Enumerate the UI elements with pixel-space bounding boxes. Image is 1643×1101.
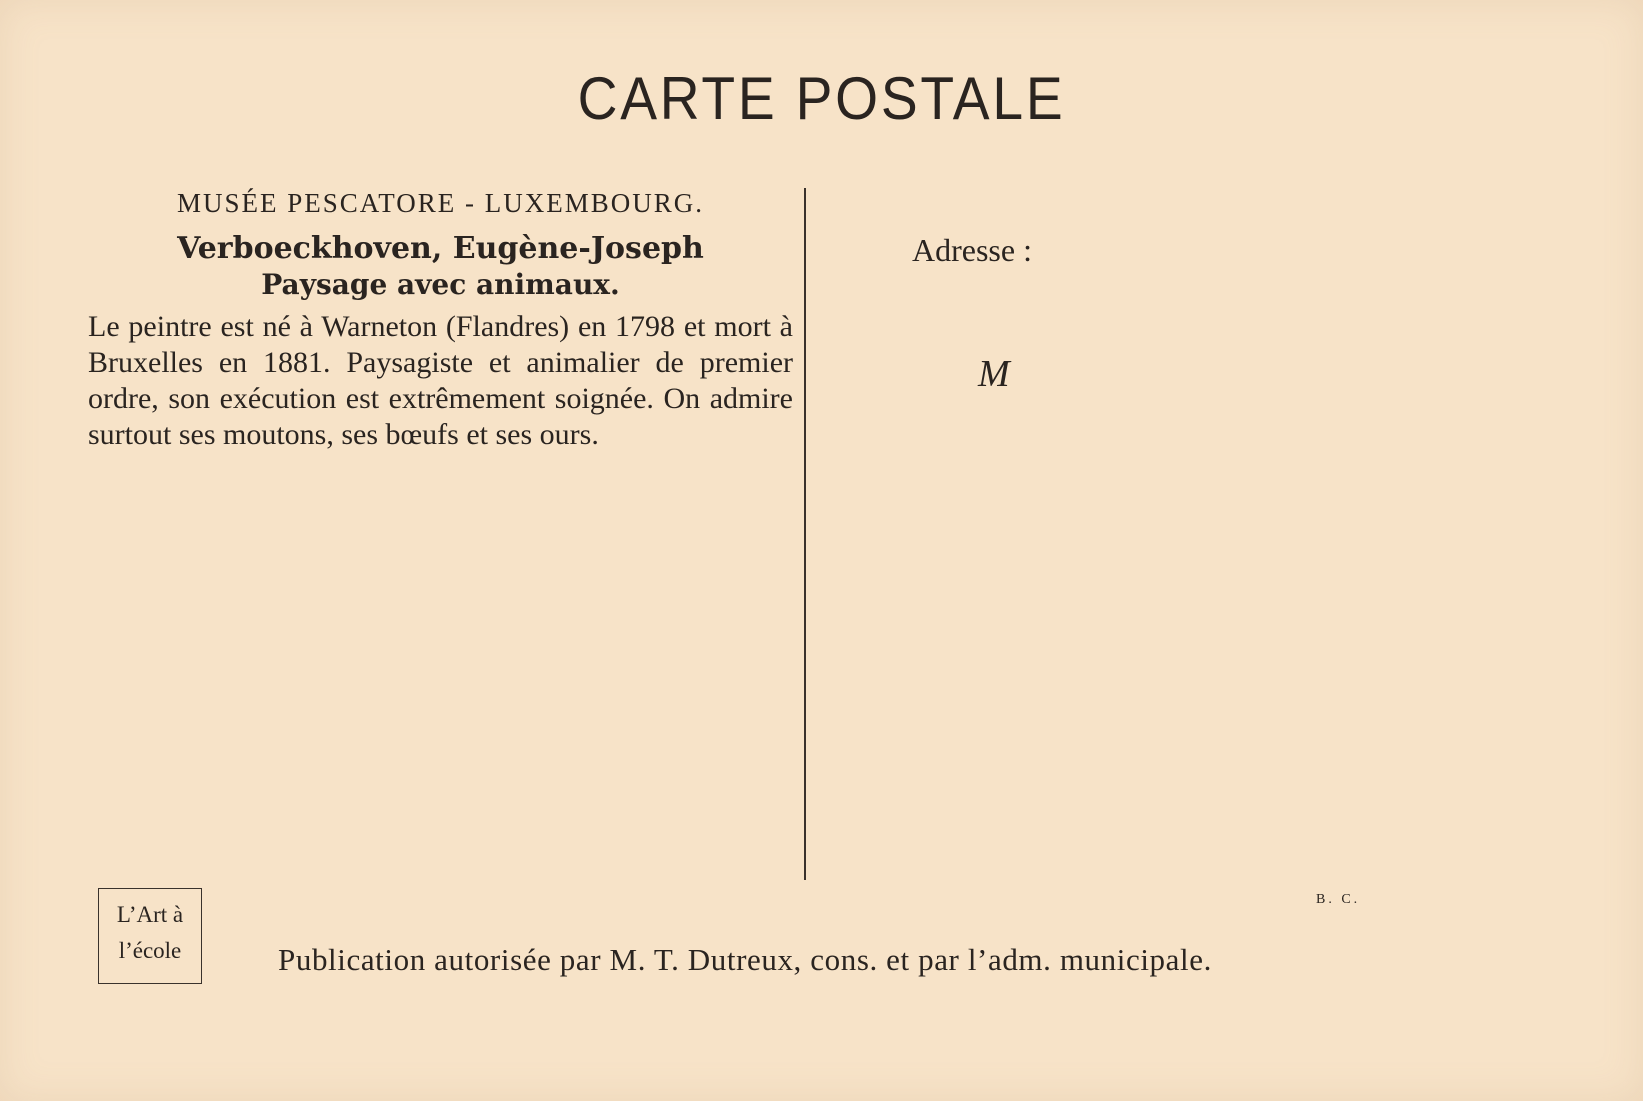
artist-biography: Le peintre est né à Warneton (Flandres) en 1798 et mort à Bruxelles en 1881. Paysagiste et animalier de premier ordre, son exécution est extrêmement soignée. On admire surtout ses moutons, ses bœufs et ses ours. [88, 310, 793, 451]
printer-mark: B. C. [1316, 892, 1361, 907]
artwork-title: Paysage avec animaux. [261, 268, 620, 301]
address-label: Adresse : [912, 232, 1032, 268]
vertical-divider [804, 188, 806, 880]
caption-panel [88, 188, 793, 453]
address-salutation: M [978, 353, 1010, 395]
series-box [98, 888, 202, 984]
series-box-line1: L’Art à [116, 902, 184, 927]
artist-name: Verboeckhoven, Eugène-Joseph [177, 231, 704, 266]
postcard-heading: CARTE POSTALE [577, 65, 1066, 132]
series-box-line2: l’école [118, 938, 182, 963]
publication-notice: Publication autorisée par M. T. Dutreux, cons. et par l’adm. municipale. [278, 942, 1212, 977]
museum-name: MUSÉE PESCATORE - LUXEMBOURG. [176, 188, 705, 218]
